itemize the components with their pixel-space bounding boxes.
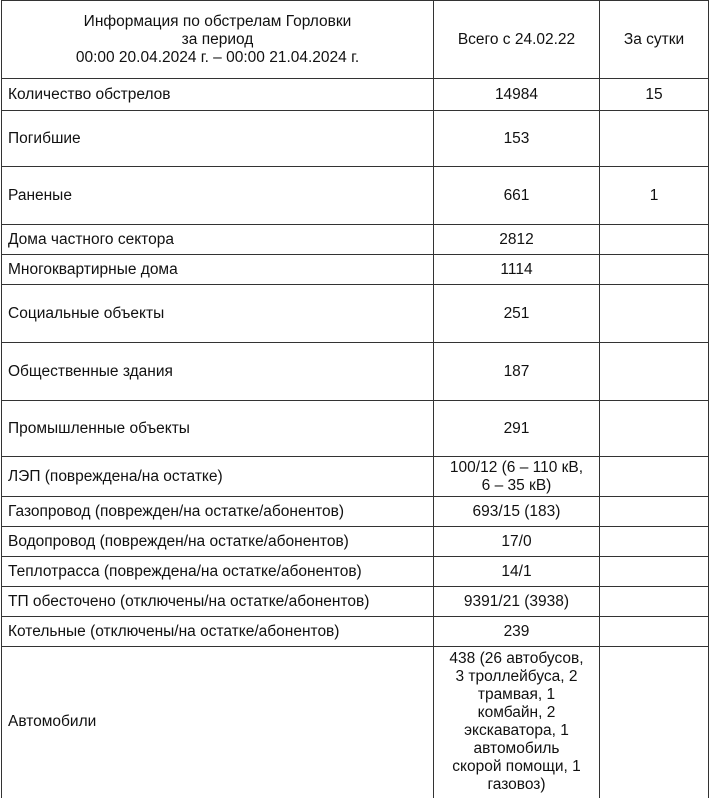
total-value: 2812 (499, 230, 534, 248)
total-value-line: 6 – 35 кВ) (481, 476, 552, 494)
total-value: 14984 (494, 85, 539, 103)
col-header-total: Всего с 24.02.22 (434, 1, 600, 79)
row-label: Котельные (8, 622, 86, 640)
day-cell (600, 285, 709, 343)
row-label-cell (2, 79, 434, 111)
title-line-2: за период (181, 30, 254, 48)
total-cell (434, 343, 600, 401)
total-cell (434, 647, 600, 798)
row-label: Общественные здания (8, 362, 173, 380)
table-row (2, 343, 709, 401)
total-value: 17/0 (501, 532, 532, 550)
table-row (2, 285, 709, 343)
day-cell: 1 (600, 167, 709, 225)
row-label-cell (2, 401, 434, 457)
day-cell (600, 225, 709, 255)
title-line-3: 00:00 20.04.2024 г. – 00:00 21.04.2024 г. (75, 48, 360, 66)
row-label: Социальные объекты (8, 304, 165, 322)
day-cell (600, 617, 709, 647)
day-cell (600, 587, 709, 617)
total-cell (434, 557, 600, 587)
total-value: 251 (503, 304, 530, 322)
day-cell (600, 343, 709, 401)
total-value: 14/1 (501, 562, 532, 580)
total-value-line: автомобиль (473, 740, 560, 758)
table-row (2, 647, 709, 798)
header-row (2, 1, 709, 79)
table-row (2, 255, 709, 285)
day-cell (600, 527, 709, 557)
total-value-line: 100/12 (6 – 110 кВ, (449, 458, 584, 476)
total-value-line: трамвая, 1 (477, 686, 556, 704)
table-row (2, 167, 709, 225)
row-label: ЛЭП (8, 467, 41, 485)
total-value-line: 3 троллейбуса, 2 (455, 668, 578, 686)
row-note: (поврежден/на остатке/абонентов) (95, 532, 349, 550)
table-row (2, 225, 709, 255)
total-cell (434, 527, 600, 557)
total-value: 239 (503, 622, 530, 640)
table-row (2, 457, 709, 497)
row-label: Погибшие (8, 129, 81, 147)
row-label-cell (2, 343, 434, 401)
day-cell (600, 557, 709, 587)
total-value: 661 (503, 186, 530, 204)
row-label-cell (2, 255, 434, 285)
total-cell (434, 617, 600, 647)
total-value: 291 (503, 419, 530, 437)
day-cell (600, 111, 709, 167)
table-row (2, 587, 709, 617)
total-cell (434, 255, 600, 285)
row-label: Автомобили (8, 713, 97, 731)
row-label: Многоквартирные дома (8, 260, 178, 278)
row-label-cell (2, 587, 434, 617)
col-header-day: За сутки (600, 1, 709, 79)
total-value: 153 (503, 129, 530, 147)
row-label: Промышленные объекты (8, 419, 190, 437)
title-line-1: Информация по обстрелам Горловки (83, 12, 352, 30)
total-cell (434, 285, 600, 343)
row-label: Раненые (8, 186, 72, 204)
row-label-cell (2, 111, 434, 167)
day-cell (600, 647, 709, 798)
day-cell (600, 255, 709, 285)
day-cell (600, 457, 709, 497)
row-label-cell (2, 527, 434, 557)
row-label-cell (2, 647, 434, 798)
row-label: Дома частного сектора (8, 230, 174, 248)
total-value-line: комбайн, 2 (477, 704, 556, 722)
total-value: 1114 (500, 260, 533, 278)
table-row (2, 527, 709, 557)
table-row (2, 111, 709, 167)
period-title-cell (2, 1, 434, 79)
total-cell (434, 587, 600, 617)
row-label-cell (2, 617, 434, 647)
total-value-line: скорой помощи, 1 (452, 758, 581, 776)
row-note: (повреждена/на остатке/абонентов) (99, 562, 362, 580)
total-cell (434, 225, 600, 255)
row-label-cell (2, 497, 434, 527)
row-label: ТП обесточено (8, 592, 116, 610)
table-row (2, 401, 709, 457)
total-cell (434, 111, 600, 167)
row-label-cell (2, 167, 434, 225)
total-cell (434, 457, 600, 497)
table-row (2, 79, 709, 111)
day-cell (600, 401, 709, 457)
row-label-cell (2, 285, 434, 343)
total-value: 9391/21 (3938) (463, 592, 570, 610)
total-value-line: экскаватора, 1 (464, 722, 569, 740)
day-cell (600, 497, 709, 527)
total-value: 693/15 (183) (472, 502, 561, 520)
total-cell (434, 497, 600, 527)
row-note: (отключены/на остатке/абонентов) (115, 592, 370, 610)
total-value: 187 (503, 362, 530, 380)
row-label-cell (2, 225, 434, 255)
shelling-info-table (1, 0, 709, 798)
row-label-cell (2, 557, 434, 587)
table-row (2, 557, 709, 587)
row-label: Количество обстрелов (8, 85, 171, 103)
row-note: (повреждена/на остатке) (40, 467, 223, 485)
row-label: Водопровод (8, 532, 96, 550)
table-row (2, 617, 709, 647)
total-value-line: газовоз) (487, 776, 546, 794)
total-cell (434, 167, 600, 225)
day-cell: 15 (600, 79, 709, 111)
total-value-line: 438 (26 автобусов, (449, 650, 584, 668)
table-row (2, 497, 709, 527)
row-label-cell (2, 457, 434, 497)
total-cell (434, 79, 600, 111)
total-cell (434, 401, 600, 457)
row-label: Теплотрасса (8, 562, 100, 580)
row-note: (поврежден/на остатке/абонентов) (90, 502, 345, 520)
row-note: (отключены/на остатке/абонентов) (85, 622, 340, 640)
row-label: Газопровод (8, 502, 91, 520)
